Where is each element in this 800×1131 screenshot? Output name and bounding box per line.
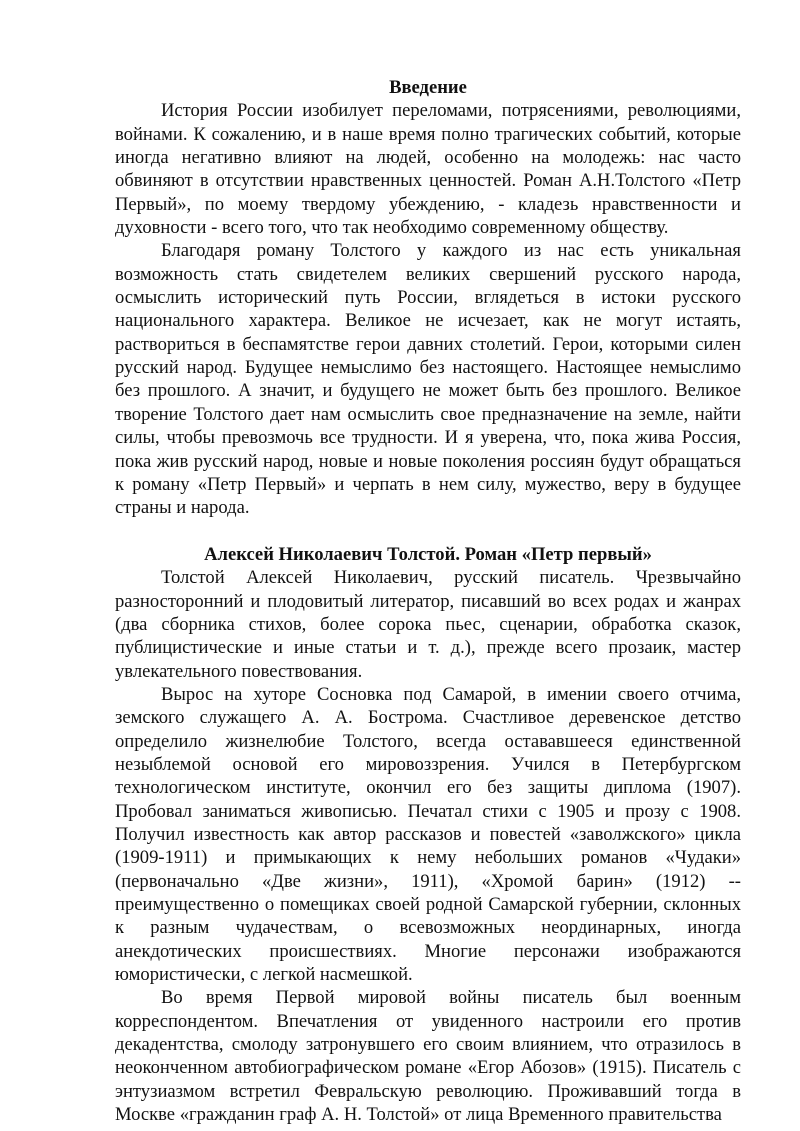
paragraph: История России изобилует переломами, потрясениями, революциями, войнами. К сожалению, и в наше время полно трагических событий, которые иногда негативно влияют на людей, особенно на молодежь: нас часто обвиняют в отсутствии нравственных ценностей. Роман А.Н.Толстого «Петр Первый», по моему твердому убеждению, - кладезь нравственности и духовности - всего того, что так необходимо современному обществу.: [115, 100, 741, 239]
paragraph: Толстой Алексей Николаевич, русский писатель. Чрезвычайно разносторонний и плодовитый литератор, писавший во всех родах и жанрах (два сборника стихов, более сорока пьес, сценарии, обработка сказок, публицистические и иные статьи и т. д.), прежде всего прозаик, мастер увлекательного повествования.: [115, 567, 741, 682]
section-title-tolstoy: Алексей Николаевич Толстой. Роман «Петр первый»: [204, 543, 652, 565]
section-title-introduction: Введение: [389, 77, 467, 98]
paragraph: Во время Первой мировой войны писатель был военным корреспондентом. Впечатления от увиденного настроили его против декадентства, смолоду затронувшего его своим влиянием, что отразилось в неоконченном автобиографическом романе «Егор Абозов» (1915). Писатель с энтузиазмом встретил Февральскую революцию. Проживавший тогда в Москве «гражданин граф А. Н. Толстой» от лица Временного правительства: [115, 987, 741, 1126]
paragraph: Вырос на хуторе Сосновка под Самарой, в имении своего отчима, земского служащего А. А. Бострома. Счастливое деревенское детство определило жизнелюбие Толстого, всегда остававшееся единственной незыблемой основой его мировоззрения. Учился в Петербургском технологическом институте, окончил его без защиты диплома (1907). Пробовал заниматься живописью. Печатал стихи с 1905 и прозу с 1908. Получил известность как автор рассказов и повестей «заволжского» цикла (1909-1911) и примыкающих к нему небольших романов «Чудаки» (первоначально «Две жизни», 1911), «Хромой барин» (1912) -- преимущественно о помещиках своей родной Самарской губернии, склонных к разным чудачествам, о всевозможных неординарных, иногда анекдотических происшествиях. Многие персонажи изображаются юмористически, с легкой насмешкой.: [115, 683, 741, 986]
paragraph: Благодаря роману Толстого у каждого из нас есть уникальная возможность стать свидетелем великих свершений русского народа, осмыслить исторический путь России, вглядеться в истоки русского национального характера. Великое не исчезает, как не могут истаять, раствориться в беспамятстве герои давних столетий. Герои, которыми силен русский народ. Будущее немыслимо без настоящего. Настоящее немыслимо без прошлого. А значит, и будущего не может быть без прошлого. Великое творение Толстого дает нам осмыслить свое предназначение на земле, найти силы, чтобы превозмочь все трудности. И я уверена, что, пока жива Россия, пока жив русский народ, новые и новые поколения россиян будут обращаться к роману «Петр Первый» и черпать в нем силу, мужество, веру в будущее страны и народа.: [115, 240, 741, 519]
document-page: [115, 76, 741, 1126]
